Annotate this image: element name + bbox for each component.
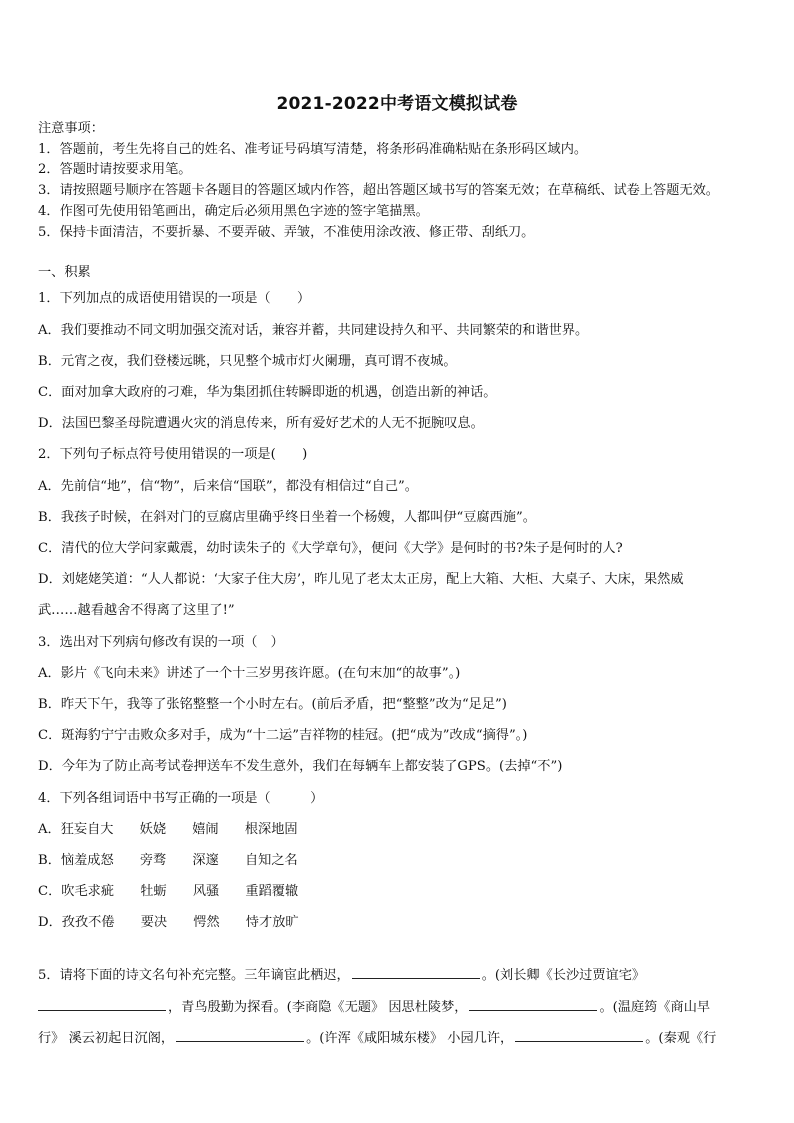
poem-text: 。(刘长卿《长沙过贾谊宅》 <box>481 968 646 983</box>
word-row <box>38 915 299 931</box>
question-option: C．清代的位大学问家戴震，幼时读朱子的《大学章句》，便问《大学》是何时的书?朱子是何时的人? <box>38 541 623 556</box>
notice-item: 1．答题前，考生先将自己的姓名、准考证号码填写清楚，将条形码准确粘贴在条形码区域内。 <box>38 142 588 157</box>
fill-in-line <box>38 1029 716 1047</box>
question-option: B．元宵之夜，我们登楼远眺，只见整个城市灯火阑珊，真可谓不夜城。 <box>38 354 457 369</box>
word-item: D．孜孜不倦 <box>38 915 115 930</box>
word-row <box>38 822 298 838</box>
answer-blank[interactable] <box>469 998 597 1011</box>
fill-in-line <box>38 998 710 1016</box>
fill-in-line <box>38 966 645 984</box>
question-option: B．我孩子时候，在斜对门的豆腐店里确乎终日坐着一个杨嫂，人都叫伊“豆腐西施”。 <box>38 510 536 525</box>
word-item: 妖娆 <box>139 822 167 837</box>
question-option-continued: 武……越看越舍不得离了这里了!” <box>38 603 235 618</box>
question-option: A．我们要推动不同文明加强交流对话，兼容并蓄，共同建设持久和平、共同繁荣的和谐世界。 <box>38 323 589 338</box>
answer-blank[interactable] <box>515 1029 643 1042</box>
poem-text: ，青鸟殷勤为探看。(李商隐《无题》 因思杜陵梦， <box>168 1000 468 1015</box>
exam-title: 2021-2022中考语文模拟试卷 <box>276 94 518 114</box>
question-stem: 1．下列加点的成语使用错误的一项是（ ） <box>38 291 311 306</box>
word-item: B．恼羞成怒 <box>38 853 114 868</box>
poem-text: 。(温庭筠《商山早 <box>599 1000 711 1015</box>
answer-blank[interactable] <box>38 998 166 1011</box>
question-option: D．刘姥姥笑道：“人人都说：‘大家子住大房’，昨儿见了老太太正房，配上大箱、大柜、大桌子、大床，果然威 <box>38 572 684 587</box>
word-item: 牡蛎 <box>140 884 167 899</box>
poem-text: 5．请将下面的诗文名句补充完整。三年谪宦此栖迟， <box>38 968 350 983</box>
section-heading: 一、积累 <box>38 265 91 280</box>
question-option: D．今年为了防止高考试卷押送车不发生意外，我们在每辆车上都安装了GPS。(去掉“不”) <box>38 759 563 774</box>
word-row <box>38 884 298 900</box>
notice-item: 5．保持卡面清洁，不要折暴、不要弄破、弄皱，不准使用涂改液、修正带、刮纸刀。 <box>38 225 535 240</box>
word-item: 恃才放旷 <box>245 915 299 930</box>
notice-item: 3．请按照题号顺序在答题卡各题目的答题区域内作答，超出答题区域书写的答案无效；在草稿纸、试卷上答题无效。 <box>38 183 719 198</box>
word-item: 风骚 <box>192 884 220 899</box>
notice-item: 4．作图可先使用铅笔画出，确定后必须用黑色字迹的签字笔描黑。 <box>38 204 429 219</box>
poem-text: 行》 溪云初起日沉阁， <box>38 1031 175 1046</box>
question-option: D．法国巴黎圣母院遭遇火灾的消息传来，所有爱好艺术的人无不扼腕叹息。 <box>38 416 484 431</box>
question-option: C．面对加拿大政府的刁难，华为集团抓住转瞬即逝的机遇，创造出新的神话。 <box>38 385 497 400</box>
notice-header: 注意事项： <box>38 121 104 136</box>
answer-blank[interactable] <box>352 966 480 979</box>
word-item: C．吹毛求疵 <box>38 884 115 899</box>
word-item: 嬉闹 <box>192 822 219 837</box>
word-item: 愕然 <box>193 915 220 930</box>
question-stem: 3．选出对下列病句修改有误的一项（ ） <box>38 635 284 650</box>
word-item: 根深地固 <box>244 822 298 837</box>
word-item: 旁骛 <box>139 853 167 868</box>
word-item: 自知之名 <box>245 853 298 868</box>
question-stem: 2．下列句子标点符号使用错误的一项是( ) <box>38 447 308 462</box>
question-option: C．斑海豹宁宁击败众多对手，成为“十二运”吉祥物的桂冠。(把“成为”改成“摘得”。) <box>38 728 528 743</box>
word-row <box>38 853 298 869</box>
question-option: B．昨天下午，我等了张铭整整一个小时左右。(前后矛盾，把“整整”改为“足足”) <box>38 697 507 712</box>
word-item: 要决 <box>140 915 168 930</box>
poem-text: 。(许浑《咸阳城东楼》 小园几许， <box>306 1031 514 1046</box>
question-option: A．影片《飞向未来》讲述了一个十三岁男孩许愿。(在句末加“的故事”。) <box>38 666 461 681</box>
word-item: A．狂妄自大 <box>38 822 114 837</box>
question-option: A．先前信“地”，信“物”，后来信“国联”，都没有相信过“自己”。 <box>38 479 418 494</box>
poem-text: 。(秦观《行 <box>645 1031 717 1046</box>
word-item: 深邃 <box>192 853 219 868</box>
question-stem: 4．下列各组词语中书写正确的一项是（ ） <box>38 791 324 806</box>
notice-item: 2．答题时请按要求用笔。 <box>38 162 192 177</box>
answer-blank[interactable] <box>176 1029 304 1042</box>
word-item: 重蹈覆辙 <box>245 884 299 899</box>
